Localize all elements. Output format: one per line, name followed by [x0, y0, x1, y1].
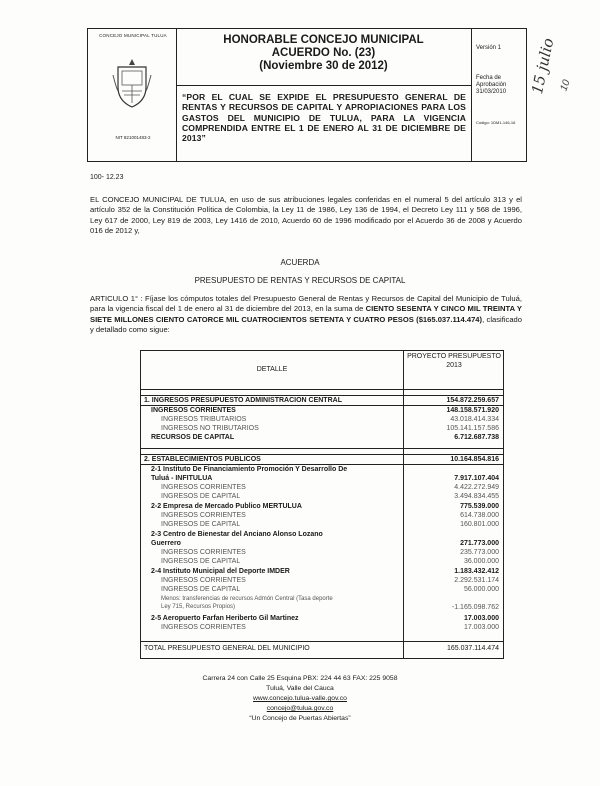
- table-row: INGRESOS DE CAPITAL 36.000.000: [161, 558, 499, 565]
- table-row: INGRESOS DE CAPITAL 56.000.000: [161, 586, 499, 593]
- column-header-project: PROYECTO PRESUPUESTO 2013: [407, 353, 501, 369]
- footer-website-link[interactable]: www.concejo.tulua-valle.gov.co: [253, 695, 347, 702]
- document-code: Código: 1DM1-146-16: [476, 120, 516, 125]
- section-heading: PRESUPUESTO DE RENTAS Y RECURSOS DE CAPITAL: [194, 276, 406, 285]
- table-row: INGRESOS DE CAPITAL 3.494.834.455: [161, 493, 499, 500]
- table-row: 2-4 Instituto Municipal del Deporte IMDER 1.183.432.412: [151, 568, 499, 575]
- footer-slogan: “Un Concejo de Puertas Abiertas”: [249, 715, 351, 722]
- handwritten-note: 15 julio: [528, 36, 558, 96]
- table-row: Guerrero 271.773.000: [151, 540, 499, 547]
- agreement-subject: “POR EL CUAL SE EXPIDE EL PRESUPUESTO GENERAL DE RENTAS Y RECURSOS DE CAPITAL Y APROPIACIONES PARA LOS GASTOS DEL MUNICIPIO DE TULUA, PARA LA VIGENCIA COMPRENDIDA ENTRE EL 1 DE ENERO AL 31 DE DICIEMBRE DE 2013”: [182, 92, 466, 144]
- table-row: 2-2 Empresa de Mercado Publico MERTULUA 775.539.000: [151, 503, 499, 510]
- footer-address: Carrera 24 con Calle 25 Esquina PBX: 224 44 63 FAX: 225 9058: [202, 675, 398, 682]
- table-row: INGRESOS CORRIENTES 235.773.000: [161, 549, 499, 556]
- table-row: INGRESOS CORRIENTES 4.422.272.949: [161, 484, 499, 491]
- article-tail: , clasificado y detallado como sigue:: [90, 314, 522, 335]
- table-row: 2-3 Centro de Bienestar del Anciano Alonso Lozano: [151, 531, 323, 538]
- table-row: Menos: transferencias de recursos Admón Central (Tasa deporte: [161, 596, 333, 602]
- document-header: [87, 28, 527, 162]
- logo-caption-bottom: NIT 821001483-2: [115, 135, 151, 140]
- table-row: INGRESOS TRIBUTARIOS 43.018.414.334: [161, 416, 499, 423]
- table-row: INGRESOS CORRIENTES 2.292.531.174: [161, 577, 499, 584]
- column-header-detail: DETALLE: [256, 366, 288, 373]
- agreement-date: (Noviembre 30 de 2012): [259, 60, 388, 72]
- table-row: INGRESOS NO TRIBUTARIOS 105.141.157.586: [161, 425, 499, 432]
- agreement-number: ACUERDO No. (23): [271, 47, 376, 59]
- table-row: 2-1 Instituto De Financiamiento Promoción Y Desarrollo De: [151, 466, 348, 473]
- reference-number: 100- 12.23: [90, 174, 124, 181]
- intro-paragraph: EL CONCEJO MUNICIPAL DE TULUA, en uso de sus atribuciones legales conferidas en el numeral 5 del artículo 313 y el artículo 352 de la Constitución Política de Colombia, la Ley 11 de 1986, Ley 136 de 1994, el Decreto Ley 111 y 568 de 1996, Ley 617 de 2000, Ley 819 de 2003, Ley 1416 de 2010, Acuerdo 60 de 1996 modificado por el Acuerdo 36 de 2008 y Acuerdo 016 de 2012 y,: [90, 195, 522, 236]
- council-title: HONORABLE CONCEJO MUNICIPAL: [223, 34, 424, 46]
- coat-of-arms-icon: [112, 57, 152, 109]
- acuerda-heading: ACUERDA: [280, 258, 320, 267]
- table-row: INGRESOS CORRIENTES 148.158.571.920: [151, 407, 499, 414]
- footer-email-link[interactable]: concejo@tulua.gov.co: [266, 705, 334, 712]
- article-1: [90, 294, 522, 336]
- table-row: INGRESOS DE CAPITAL 160.801.000: [161, 521, 499, 528]
- approval-date: Fecha de Aprobación 31/03/2010: [476, 75, 507, 95]
- handwritten-mark: 10: [558, 78, 573, 93]
- version-label: Versión 1: [476, 45, 502, 51]
- table-row: RECURSOS DE CAPITAL 6.712.687.738: [151, 434, 499, 441]
- table-row: Ley 715, Recursos Propios) -1.165.098.762: [161, 604, 499, 611]
- table-row: 2. ESTABLECIMIENTOS PUBLICOS 10.164.854.816: [144, 456, 499, 463]
- table-row: 1. INGRESOS PRESUPUESTO ADMINISTRACION CENTRAL 154.872.259.657: [144, 397, 499, 404]
- table-row: INGRESOS CORRIENTES 614.738.000: [161, 512, 499, 519]
- budget-table: [140, 350, 504, 659]
- table-row: 2-5 Aeropuerto Farfan Heriberto Gil Martinez 17.003.000: [151, 615, 499, 622]
- article-lead: ARTICULO 1° : Fíjase los cómputos totales del Presupuesto General de Rentas y Recursos de Capital del Municipio de Tuluá, para la vigencia fiscal del 1 de enero al 31 de diciembre del 2013, en la suma de: [90, 294, 522, 314]
- table-row: Tuluá - INFITULUA 7.917.107.404: [151, 475, 499, 482]
- logo-caption-top: CONCEJO MUNICIPAL TULUA: [99, 33, 167, 38]
- article-amount: CIENTO SESENTA Y CINCO MIL TREINTA Y SIETE MILLONES CIENTO CATORCE MIL CUATROCIENTOS SETENTA Y CUATRO PESOS ($165.037.114.474): [90, 304, 522, 324]
- table-row: INGRESOS CORRIENTES 17.003.000: [161, 624, 499, 631]
- table-total-row: TOTAL PRESUPUESTO GENERAL DEL MUNICIPIO 165.037.114.474: [144, 645, 499, 652]
- footer-city: Tuluá, Valle del Cauca: [266, 685, 334, 692]
